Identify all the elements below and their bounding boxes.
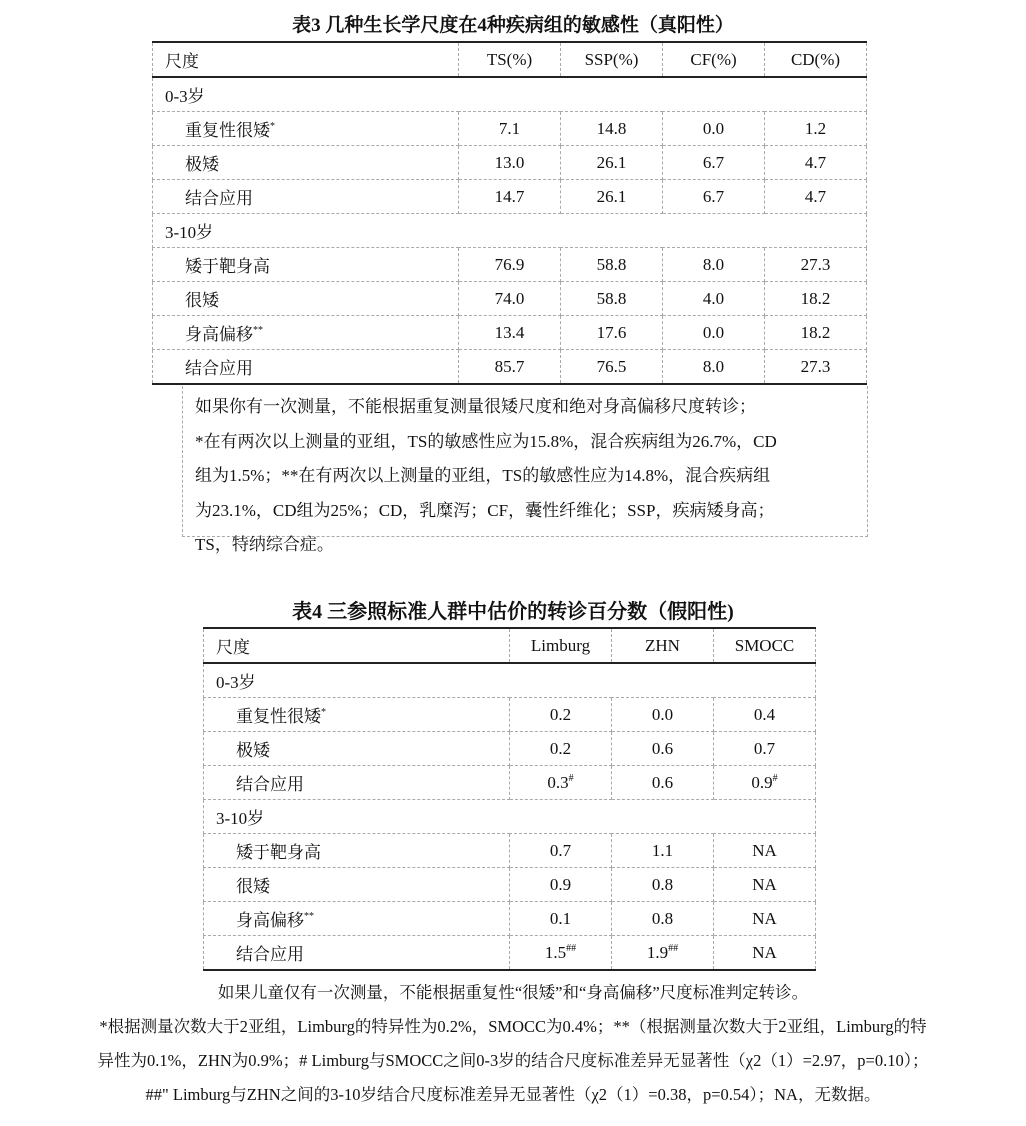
table3-group-label: 0-3岁 xyxy=(153,77,867,112)
cell: 1.1 xyxy=(612,834,714,868)
footnote-line: *在有两次以上测量的亚组，TS的敏感性应为15.8%，混合疾病组为26.7%，CD xyxy=(195,431,777,451)
table3-row xyxy=(153,316,867,350)
table3-header-cd: CD(%) xyxy=(765,42,867,77)
cell: 58.8 xyxy=(561,248,663,282)
cell: 4.7 xyxy=(765,146,867,180)
cell: 1.5## xyxy=(510,936,612,971)
row-label: 结合应用 xyxy=(204,936,510,971)
cell: 0.2 xyxy=(510,698,612,732)
cell: 7.1 xyxy=(459,112,561,146)
table4-group-label: 0-3岁 xyxy=(204,663,816,698)
table3-row xyxy=(153,180,867,214)
row-label: 身高偏移** xyxy=(153,316,459,350)
row-label: 结合应用 xyxy=(153,350,459,385)
table4-row xyxy=(204,902,816,936)
table4-header-smocc: SMOCC xyxy=(714,628,816,663)
table3-row xyxy=(153,350,867,385)
cell: 1.9## xyxy=(612,936,714,971)
footnote-line: 组为1.5%；**在有两次以上测量的亚组，TS的敏感性应为14.8%，混合疾病组 xyxy=(195,466,771,485)
cell: 0.6 xyxy=(612,766,714,800)
table4-footnote-line: ##" Limburg与ZHN之间的3-10岁结合尺度标准差异无显著性（χ2（1）=0.38，p=0.54）；NA，无数据。 xyxy=(145,1085,881,1104)
table3-row xyxy=(153,282,867,316)
cell: 14.8 xyxy=(561,112,663,146)
footnote-line: 如果你有一次测量，不能根据重复测量很矮尺度和绝对身高偏移尺度转诊； xyxy=(195,397,756,416)
table3-footnote xyxy=(182,386,868,554)
table3-header-cf: CF(%) xyxy=(663,42,765,77)
table4-group-row xyxy=(204,800,816,834)
table3-header-ts: TS(%) xyxy=(459,42,561,77)
cell: 0.0 xyxy=(612,698,714,732)
cell: 18.2 xyxy=(765,316,867,350)
cell: 8.0 xyxy=(663,350,765,385)
table3-group-row xyxy=(153,214,867,248)
cell: 18.2 xyxy=(765,282,867,316)
row-label: 矮于靶身高 xyxy=(204,834,510,868)
cell: 74.0 xyxy=(459,282,561,316)
table4-row xyxy=(204,868,816,902)
cell: 0.7 xyxy=(714,732,816,766)
footnote-line: TS，特纳综合症。 xyxy=(195,535,334,554)
row-label: 重复性很矮* xyxy=(153,112,459,146)
cell: 13.0 xyxy=(459,146,561,180)
row-label: 结合应用 xyxy=(204,766,510,800)
table4-header-row xyxy=(204,628,816,663)
table4-footnote-line: 如果儿童仅有一次测量，不能根据重复性“很矮”和“身高偏移”尺度标准判定转诊。 xyxy=(217,983,809,1002)
cell: 4.0 xyxy=(663,282,765,316)
cell: 27.3 xyxy=(765,350,867,385)
table3-group-row xyxy=(153,77,867,112)
cell: NA xyxy=(714,936,816,971)
cell: 0.7 xyxy=(510,834,612,868)
table4-footnote-line: *根据测量次数大于2亚组，Limburg的特异性为0.2%，SMOCC为0.4%；**（根据测量次数大于2亚组，Limburg的特 xyxy=(99,1017,927,1036)
cell: 0.6 xyxy=(612,732,714,766)
cell: 4.7 xyxy=(765,180,867,214)
cell: 26.1 xyxy=(561,146,663,180)
cell: 0.8 xyxy=(612,868,714,902)
row-label: 很矮 xyxy=(153,282,459,316)
table4 xyxy=(203,627,816,971)
cell: 76.9 xyxy=(459,248,561,282)
table4-title: 表4 三参照标准人群中估价的转诊百分数（假阳性) xyxy=(292,601,734,623)
table4-row xyxy=(204,766,816,800)
footnote-line: 为23.1%，CD组为25%；CD，乳糜泻；CF，囊性纤维化；SSP，疾病矮身高； xyxy=(195,500,775,520)
cell: 13.4 xyxy=(459,316,561,350)
row-label: 身高偏移** xyxy=(204,902,510,936)
cell: 76.5 xyxy=(561,350,663,385)
cell: 17.6 xyxy=(561,316,663,350)
table4-row xyxy=(204,936,816,971)
table3-row xyxy=(153,112,867,146)
table3-row xyxy=(153,146,867,180)
row-label: 矮于靶身高 xyxy=(153,248,459,282)
table4-footnote-line: 异性为0.1%，ZHN为0.9%；# Limburg与SMOCC之间0-3岁的结合尺度标准差异无显著性（χ2（1）=2.97，p=0.10）； xyxy=(97,1051,929,1070)
cell: 0.9 xyxy=(510,868,612,902)
cell: 0.9# xyxy=(714,766,816,800)
row-label: 结合应用 xyxy=(153,180,459,214)
cell: 0.0 xyxy=(663,112,765,146)
cell: 85.7 xyxy=(459,350,561,385)
cell: 0.3# xyxy=(510,766,612,800)
cell: NA xyxy=(714,902,816,936)
table4-header-limburg: Limburg xyxy=(510,628,612,663)
row-label: 极矮 xyxy=(204,732,510,766)
cell: 0.8 xyxy=(612,902,714,936)
table4-row xyxy=(204,834,816,868)
cell: NA xyxy=(714,868,816,902)
cell: 6.7 xyxy=(663,146,765,180)
cell: 26.1 xyxy=(561,180,663,214)
row-label: 重复性很矮* xyxy=(204,698,510,732)
cell: 27.3 xyxy=(765,248,867,282)
cell: 14.7 xyxy=(459,180,561,214)
cell: 8.0 xyxy=(663,248,765,282)
cell: 58.8 xyxy=(561,282,663,316)
table4-header-zhn: ZHN xyxy=(612,628,714,663)
cell: 0.4 xyxy=(714,698,816,732)
cell: 0.0 xyxy=(663,316,765,350)
row-label: 极矮 xyxy=(153,146,459,180)
table4-row xyxy=(204,732,816,766)
row-label: 很矮 xyxy=(204,868,510,902)
table3-title: 表3 几种生长学尺度在4种疾病组的敏感性（真阳性） xyxy=(292,15,734,36)
table3-header-scale: 尺度 xyxy=(153,42,459,77)
table3-group-label: 3-10岁 xyxy=(153,214,867,248)
table3-header-row xyxy=(153,42,867,77)
table3 xyxy=(152,41,867,385)
table4-group-row xyxy=(204,663,816,698)
table4-header-scale: 尺度 xyxy=(204,628,510,663)
cell: 0.1 xyxy=(510,902,612,936)
cell: NA xyxy=(714,834,816,868)
cell: 1.2 xyxy=(765,112,867,146)
table3-row xyxy=(153,248,867,282)
cell: 6.7 xyxy=(663,180,765,214)
table3-header-ssp: SSP(%) xyxy=(561,42,663,77)
table4-group-label: 3-10岁 xyxy=(204,800,816,834)
cell: 0.2 xyxy=(510,732,612,766)
table4-row xyxy=(204,698,816,732)
